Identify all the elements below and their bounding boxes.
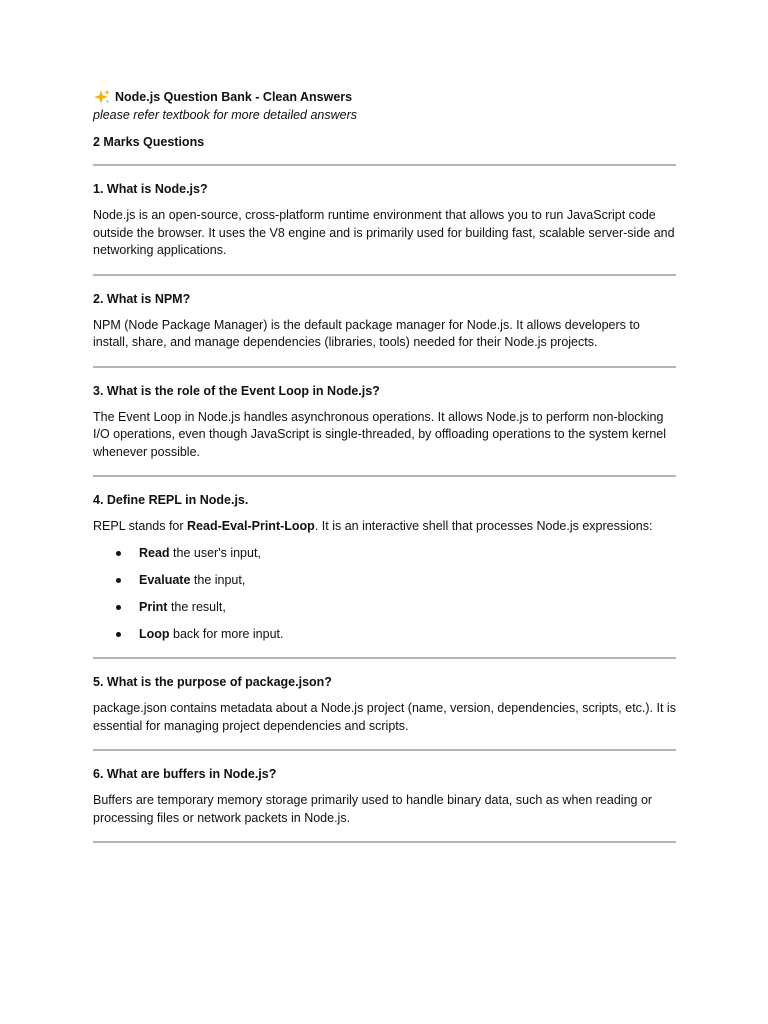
list-item xyxy=(93,626,676,644)
question-block-4 xyxy=(93,477,676,657)
list-item-bold: Read xyxy=(139,545,170,560)
question-title: 1. What is Node.js? xyxy=(93,182,208,196)
answer-text: package.json contains metadata about a Node.js project (name, version, dependencies, scripts, etc.). It is essential for managing project dependencies and scripts. xyxy=(93,701,676,733)
question-title: 2. What is NPM? xyxy=(93,291,191,306)
question-block-6 xyxy=(93,751,676,841)
section-heading: 2 Marks Questions xyxy=(93,135,205,149)
question-block-5 xyxy=(93,659,676,749)
bullet-icon xyxy=(116,578,121,583)
list-item xyxy=(93,572,676,590)
list-item-bold: Loop xyxy=(139,626,170,641)
list-item-text: the input, xyxy=(190,572,246,587)
list-item-bold: Evaluate xyxy=(139,572,191,587)
document-subtitle: please refer textbook for more detailed answers xyxy=(93,108,358,122)
answer-text: Node.js is an open-source, cross-platform runtime environment that allows you to run JavaScript code outside the browser. It uses the V8 engine and is primarily used for building fast, scalable server-side and networking applications. xyxy=(93,208,675,257)
question-block-2 xyxy=(93,276,676,366)
list-item-bold: Print xyxy=(139,599,168,614)
question-block-1 xyxy=(93,166,676,274)
document-page xyxy=(93,88,676,843)
answer-prefix: REPL stands for xyxy=(93,519,188,533)
question-title: 4. Define REPL in Node.js. xyxy=(93,493,249,507)
answer-text: The Event Loop in Node.js handles asynchronous operations. It allows Node.js to perform non-blocking I/O operations, even though JavaScript is single-threaded, by offloading operations to the system kernel whenever possible. xyxy=(93,409,667,459)
question-block-3 xyxy=(93,368,676,476)
question-title: 6. What are buffers in Node.js? xyxy=(93,767,277,781)
bullet-icon xyxy=(116,632,121,637)
answer-bold-term: Read-Eval-Print-Loop xyxy=(187,519,315,533)
list-item-text: the user's input, xyxy=(169,545,261,560)
list-item-text: the result, xyxy=(167,599,226,614)
bullet-icon xyxy=(116,551,121,556)
sparkles-icon xyxy=(93,89,111,105)
divider xyxy=(93,841,676,843)
document-title xyxy=(93,88,676,106)
document-title-text: Node.js Question Bank - Clean Answers xyxy=(115,90,353,104)
list-item xyxy=(93,545,676,563)
question-title: 3. What is the role of the Event Loop in Node.js? xyxy=(93,383,380,398)
question-title: 5. What is the purpose of package.json? xyxy=(93,675,332,689)
answer-suffix: . It is an interactive shell that processes Node.js expressions: xyxy=(314,519,653,533)
list-item xyxy=(93,599,676,617)
answer-text: NPM (Node Package Manager) is the default package manager for Node.js. It allows developers to install, share, and manage dependencies (libraries, tools) needed for their Node.js projects. xyxy=(93,317,640,349)
bullet-icon xyxy=(116,605,121,610)
bullet-list xyxy=(93,545,676,644)
answer-text xyxy=(93,518,676,536)
answer-text: Buffers are temporary memory storage primarily used to handle binary data, such as when reading or processing files or network packets in Node.js. xyxy=(93,793,653,825)
list-item-text: back for more input. xyxy=(169,626,284,641)
